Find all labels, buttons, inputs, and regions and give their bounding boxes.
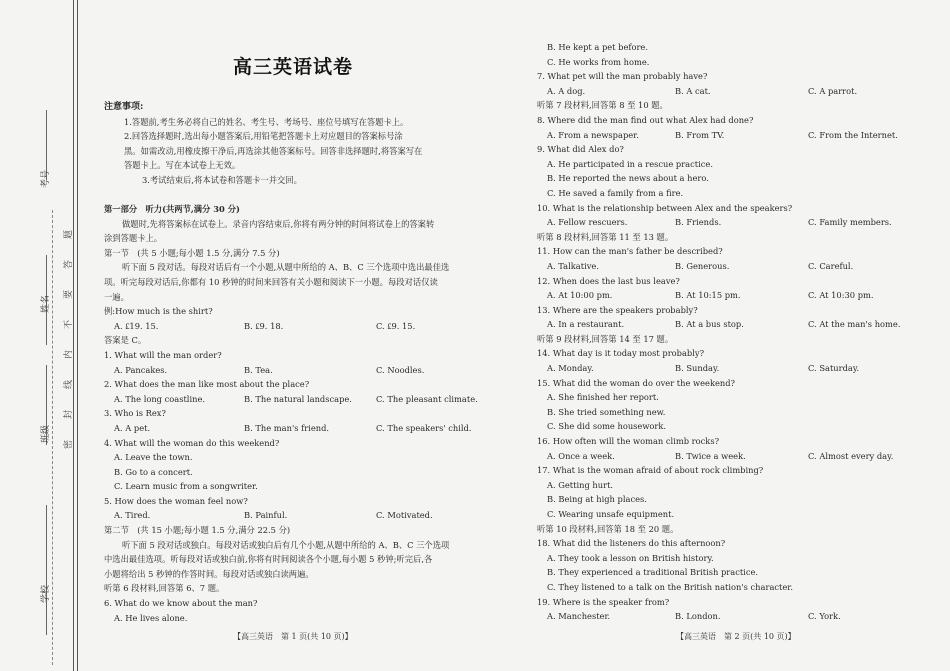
option: C. The speakers' child. — [376, 422, 472, 433]
option: A. Getting hurt. — [547, 479, 614, 490]
seal-char: 密 — [64, 439, 75, 450]
material-heading: 听第 9 段材料,回答第 14 至 17 题。 — [537, 333, 674, 344]
options-row — [537, 128, 937, 143]
question: 12. When does the last bus leave? — [537, 275, 680, 286]
option: B. Tea. — [244, 364, 273, 375]
option: C. At the man's home. — [808, 319, 901, 330]
option: A. He lives alone. — [114, 612, 188, 623]
name-label: 姓名 — [41, 294, 51, 313]
binding-gutter — [0, 0, 78, 671]
instruction-text: 项。听完每段对话后,你都有 10 秒钟的时间来回答有关小题和阅读下一小题。每段对话仅读 — [104, 276, 438, 287]
question: 1. What will the man order? — [104, 349, 222, 360]
question: 17. What is the woman afraid of about rock climbing? — [537, 465, 764, 476]
option: B. They experienced a traditional British practice. — [547, 567, 759, 578]
instruction-text: 听下面 5 段对话或独白。每段对话或独白后有几个小题,从题中所给的 A、B、C 三个选项 — [122, 539, 450, 550]
question: 3. Who is Rex? — [104, 408, 166, 419]
exam-no-label: 考号 — [41, 169, 51, 188]
option: C. Careful. — [808, 260, 854, 271]
options-row — [104, 421, 504, 436]
option: A. At 10:00 pm. — [547, 290, 613, 301]
instruction-text: 听下面 5 段对话。每段对话后有一个小题,从题中所给的 A、B、C 三个选项中选出最佳选 — [122, 262, 450, 273]
option: C. He saved a family from a fire. — [547, 187, 684, 198]
question: 16. How often will the woman climb rocks? — [537, 436, 720, 447]
options-row — [537, 288, 937, 303]
option: C. Noodles. — [376, 364, 425, 375]
option: A. Leave the town. — [114, 452, 193, 463]
option: B. A cat. — [675, 85, 711, 96]
seal-char: 题 — [64, 229, 75, 240]
option: B. He kept a pet before. — [547, 42, 648, 52]
question: 8. Where did the man find out what Alex had done? — [537, 114, 754, 125]
option: A. A pet. — [114, 422, 151, 433]
example-question: 例:How much is the shirt? — [104, 306, 213, 317]
notice-item: 答题卡上。写在本试卷上无效。 — [124, 160, 241, 171]
school-underline — [46, 505, 47, 635]
instruction-text: 涂到答题卡上。 — [104, 233, 163, 244]
question: 5. How does the woman feel now? — [104, 495, 248, 506]
left-column — [104, 202, 504, 625]
option: A. Talkative. — [547, 260, 599, 271]
page-footer: 【高三英语 第 2 页(共 10 页)】 — [676, 632, 796, 641]
seal-char: 要 — [64, 289, 75, 300]
options-row — [104, 319, 504, 334]
gutter-border-line — [73, 0, 74, 671]
option: B. Go to a concert. — [114, 466, 193, 477]
option: C. She did some housework. — [547, 421, 667, 432]
seal-dashed-line — [52, 210, 53, 665]
seal-char: 内 — [64, 349, 75, 360]
option: B. Twice a week. — [675, 450, 746, 461]
question: 4. What will the woman do this weekend? — [104, 437, 280, 448]
option: A. From a newspaper. — [547, 129, 639, 140]
option: B. The natural landscape. — [244, 393, 352, 404]
option: C. York. — [808, 611, 841, 622]
option: C. They listened to a talk on the British nation's character. — [547, 581, 793, 592]
question: 10. What is the relationship between Alex and the speakers? — [537, 202, 793, 213]
options-row — [537, 84, 937, 99]
right-column — [537, 40, 937, 624]
option: B. Friends. — [675, 217, 722, 228]
option: B. Painful. — [244, 510, 288, 521]
option: C. Motivated. — [376, 510, 433, 521]
instruction-text: 一遍。 — [104, 291, 129, 302]
gutter-border-line — [77, 0, 78, 671]
option: C. From the Internet. — [808, 129, 898, 140]
options-row — [537, 609, 937, 624]
seal-char: 不 — [64, 319, 75, 330]
option: A. She finished her report. — [547, 392, 659, 403]
option: B. At 10:15 pm. — [675, 290, 741, 301]
option: A. The long coastline. — [114, 393, 206, 404]
option: B. Sunday. — [675, 363, 720, 374]
question: 9. What did Alex do? — [537, 144, 624, 155]
option: B. She tried something new. — [547, 406, 666, 417]
material-heading: 听第 8 段材料,回答第 11 至 13 题。 — [537, 231, 674, 242]
page-footer: 【高三英语 第 1 页(共 10 页)】 — [233, 632, 353, 641]
options-row — [537, 259, 937, 274]
option: B. Being at high places. — [547, 494, 647, 505]
option: B. ₤9. 18. — [244, 320, 284, 331]
seal-char: 答 — [64, 259, 75, 270]
option: A. ₤19. 15. — [114, 320, 159, 331]
option: C. A parrot. — [808, 85, 858, 96]
section1-heading: 第一节 (共 5 小题;每小题 1.5 分,满分 7.5 分) — [104, 247, 280, 258]
option: A. Pancakes. — [114, 364, 168, 375]
material-heading: 听第 6 段材料,回答第 6、7 题。 — [104, 583, 225, 594]
option: C. Almost every day. — [808, 450, 894, 461]
question: 19. Where is the speaker from? — [537, 596, 670, 607]
notice-item: 2.回答选择题时,选出每小题答案后,用铅笔把答题卡上对应题目的答案标号涂 — [124, 131, 403, 142]
options-row — [104, 508, 504, 523]
question: 15. What did the woman do over the weekend? — [537, 377, 735, 388]
option: A. A dog. — [547, 85, 586, 96]
question: 14. What day is it today most probably? — [537, 348, 705, 359]
option: C. Family members. — [808, 217, 892, 228]
question: 7. What pet will the man probably have? — [537, 71, 708, 82]
question: 13. Where are the speakers probably? — [537, 304, 698, 315]
option: A. Monday. — [547, 363, 594, 374]
part1-heading: 第一部分 听力(共两节,满分 30 分) — [104, 204, 240, 214]
option: A. Once a week. — [547, 450, 615, 461]
option: B. The man's friend. — [244, 422, 330, 433]
question: 2. What does the man like most about the place? — [104, 379, 310, 390]
option: A. He participated in a rescue practice. — [547, 158, 713, 169]
material-heading: 听第 10 段材料,回答第 18 至 20 题。 — [537, 523, 679, 534]
options-row — [104, 392, 504, 407]
option: A. Manchester. — [547, 611, 611, 622]
option: B. He reported the news about a hero. — [547, 173, 709, 184]
option: C. Wearing unsafe equipment. — [547, 509, 675, 519]
school-label: 学校 — [41, 584, 51, 603]
option: A. Fellow rescuers. — [547, 217, 628, 228]
option: C. ₤9. 15. — [376, 320, 416, 331]
notice-item: 黑。如需改动,用橡皮擦干净后,再选涂其他答案标号。回答非选择题时,将答案写在 — [124, 145, 423, 156]
example-answer: 答案是 C。 — [104, 335, 147, 346]
notice-block — [104, 100, 504, 188]
instruction-text: 做题时,先将答案标在试卷上。录音内容结束后,你将有两分钟的时间将试卷上的答案转 — [122, 218, 435, 229]
option: B. London. — [675, 611, 721, 622]
question: 18. What did the listeners do this afternoon? — [537, 538, 726, 549]
notice-heading: 注意事项: — [104, 102, 144, 112]
option: C. Saturday. — [808, 363, 860, 374]
option: B. At a bus stop. — [675, 319, 744, 330]
option: C. He works from home. — [547, 56, 650, 67]
options-row — [537, 449, 937, 464]
page-title: 高三英语试卷 — [233, 56, 354, 78]
option: C. At 10:30 pm. — [808, 290, 874, 301]
option: B. Generous. — [675, 260, 730, 271]
seal-char: 封 — [64, 409, 75, 420]
options-row — [104, 363, 504, 378]
option: A. In a restaurant. — [547, 319, 625, 330]
option: C. The pleasant climate. — [376, 393, 478, 404]
notice-item: 3.考试结束后,将本试卷和答题卡一并交回。 — [142, 174, 302, 185]
options-row — [537, 317, 937, 332]
material-heading: 听第 7 段材料,回答第 8 至 10 题。 — [537, 100, 668, 111]
question: 6. What do we know about the man? — [104, 598, 258, 609]
option: C. Learn music from a songwriter. — [114, 481, 258, 492]
seal-char: 线 — [64, 379, 75, 390]
instruction-text: 小题将给出 5 秒钟的作答时间。每段对话或独白读两遍。 — [104, 568, 314, 579]
options-row — [537, 215, 937, 230]
options-row — [537, 361, 937, 376]
question: 11. How can the man's father be described? — [537, 246, 723, 257]
option: A. They took a lesson on British history. — [547, 552, 714, 563]
notice-item: 1.答题前,考生务必将自己的姓名、考生号、考场号、座位号填写在答题卡上。 — [124, 116, 409, 127]
option: B. From TV. — [675, 129, 725, 140]
section2-heading: 第二节 (共 15 小题;每小题 1.5 分,满分 22.5 分) — [104, 525, 291, 536]
instruction-text: 中选出最佳选项。听每段对话或独白前,你将有时间阅读各个小题,每小题 5 秒钟;听完后,各 — [104, 554, 433, 565]
option: A. Tired. — [114, 510, 151, 521]
class-label: 班级 — [41, 424, 51, 443]
